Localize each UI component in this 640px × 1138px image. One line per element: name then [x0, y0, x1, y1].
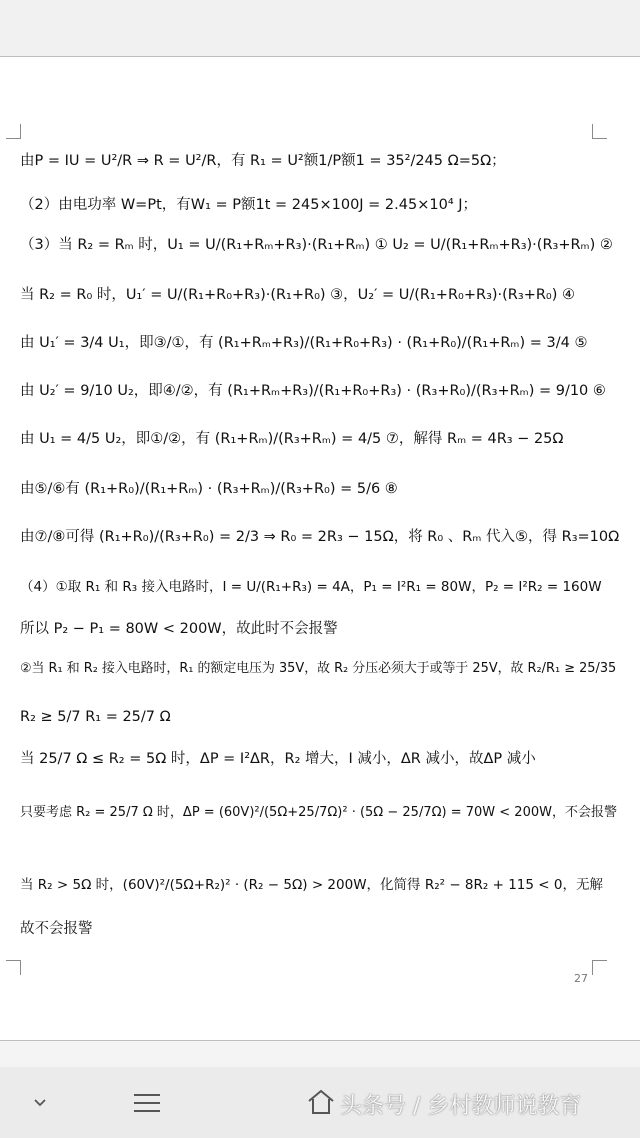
text-line: ②当 R₁ 和 R₂ 接入电路时，R₁ 的额定电压为 35V，故 R₂ 分压必须大于或等于 25V，故 R₂/R₁ ≥ 25/35	[20, 661, 617, 676]
crop-mark-bottom-right	[592, 960, 607, 975]
bottom-gray-area	[0, 1041, 640, 1067]
text-line: 由⑤/⑥有 (R₁+R₀)/(R₁+Rₘ) · (R₃+Rₘ)/(R₃+R₀) = 5/6 ⑧	[20, 481, 398, 497]
text-line: R₂ ≥ 5/7 R₁ = 25/7 Ω	[20, 709, 171, 725]
text-line: 当 25/7 Ω ≤ R₂ = 5Ω 时，ΔP = I²ΔR，R₂ 增大，I 减小，ΔR 减小，故ΔP 减小	[20, 751, 536, 767]
crop-mark-top-left	[6, 124, 21, 139]
page-top-edge	[0, 56, 640, 57]
bottom-navigation-bar	[0, 1067, 640, 1138]
text-line: 当 R₂ > 5Ω 时，(60V)²/(5Ω+R₂)² · (R₂ − 5Ω) > 200W，化简得 R₂² − 8R₂ + 115 < 0，无解	[20, 877, 603, 893]
text-line: 由 U₁ = 4/5 U₂，即①/②，有 (R₁+Rₘ)/(R₃+Rₘ) = 4/5 ⑦，解得 Rₘ = 4R₃ − 25Ω	[20, 431, 564, 447]
watermark: 头条号 / 乡村教师说教育	[340, 1094, 582, 1119]
text-line: 由P = IU = U²/R ⇒ R = U²/R，有 R₁ = U²额1/P额1 = 35²/245 Ω=5Ω；	[20, 153, 506, 169]
text-line: （3）当 R₂ = Rₘ 时，U₁ = U/(R₁+Rₘ+R₃)·(R₁+Rₘ) ① U₂ = U/(R₁+Rₘ+R₃)·(R₃+Rₘ) ②	[20, 237, 613, 253]
text-line: （4）①取 R₁ 和 R₃ 接入电路时，I = U/(R₁+R₃) = 4A，P₁ = I²R₁ = 80W，P₂ = I²R₂ = 160W	[20, 579, 602, 595]
text-line: 由 U₂′ = 9/10 U₂，即④/②，有 (R₁+Rₘ+R₃)/(R₁+R₀+R₃) · (R₃+R₀)/(R₃+Rₘ) = 9/10 ⑥	[20, 383, 606, 399]
text-line: 当 R₂ = R₀ 时，U₁′ = U/(R₁+R₀+R₃)·(R₁+R₀) ③，U₂′ = U/(R₁+R₀+R₃)·(R₃+R₀) ④	[20, 287, 575, 303]
page-number: 27	[574, 972, 588, 985]
crop-mark-bottom-left	[6, 960, 21, 975]
text-line: 由⑦/⑧可得 (R₁+R₀)/(R₃+R₀) = 2/3 ⇒ R₀ = 2R₃ − 15Ω，将 R₀ 、Rₘ 代入⑤，得 R₃=10Ω	[20, 529, 620, 545]
text-line: 由 U₁′ = 3/4 U₁，即③/①，有 (R₁+Rₘ+R₃)/(R₁+R₀+R₃) · (R₁+R₀)/(R₁+Rₘ) = 3/4 ⑤	[20, 335, 588, 351]
text-line: 所以 P₂ − P₁ = 80W < 200W，故此时不会报警	[20, 621, 338, 637]
text-line: （2）由电功率 W=Pt，有W₁ = P额1t = 245×100J = 2.45×10⁴ J；	[20, 197, 478, 213]
chevron-down-icon[interactable]	[22, 1085, 58, 1121]
menu-icon[interactable]	[126, 1085, 168, 1121]
top-gray-area	[0, 0, 640, 56]
crop-mark-top-right	[592, 124, 607, 139]
home-icon[interactable]	[300, 1083, 342, 1121]
text-line: 故不会报警	[20, 921, 93, 937]
text-line: 只要考虑 R₂ = 25/7 Ω 时，ΔP = (60V)²/(5Ω+25/7Ω)² · (5Ω − 25/7Ω) = 70W < 200W，不会报警	[20, 805, 617, 820]
